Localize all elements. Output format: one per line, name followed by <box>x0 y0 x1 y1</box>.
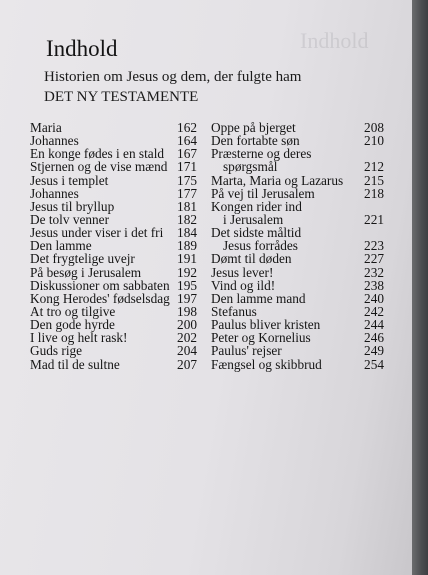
toc-entry <box>211 279 384 292</box>
toc-entry-page: 215 <box>364 172 384 188</box>
toc-entry-title: Stjernen og de vise mænd <box>30 159 168 175</box>
show-through-text: Indhold <box>300 28 369 53</box>
toc-entry <box>211 292 384 305</box>
toc-entry-page: 223 <box>364 238 384 254</box>
toc-entry-title: Mad til de sultne <box>30 356 120 372</box>
toc-entry-page: 197 <box>177 290 197 306</box>
toc-entry-page: 202 <box>177 330 197 346</box>
toc-entry-title: På besøg i Jerusalem <box>30 264 142 280</box>
toc-entry-title: Det sidste måltid <box>211 225 302 241</box>
toc-entry-title: i Jerusalem <box>223 211 284 227</box>
toc-entry-page: 167 <box>177 146 197 162</box>
toc-entry <box>211 344 384 357</box>
toc-entry <box>211 252 384 265</box>
toc-entry-page: 191 <box>177 251 197 267</box>
toc-entry <box>211 200 384 213</box>
toc-entry-title: Jesus til bryllup <box>30 198 115 214</box>
toc-entry-page: 242 <box>364 303 384 319</box>
toc-entry <box>30 292 197 305</box>
toc-entry-page: 177 <box>177 185 197 201</box>
toc-entry <box>211 266 384 279</box>
toc-entry-title: Den gode hyrde <box>30 317 115 333</box>
toc-entry-page: 192 <box>177 264 197 280</box>
toc-entry-title: Marta, Maria og Lazarus <box>211 172 344 188</box>
toc-entry <box>30 200 197 213</box>
toc-entry-title: Paulus' rejser <box>211 343 282 359</box>
toc-entry-page: 207 <box>177 356 197 372</box>
toc-entry-page: 162 <box>177 120 197 135</box>
subtitle-line-2: DET NY TESTAMENTE <box>44 89 199 105</box>
toc-entry-title: Peter og Kornelius <box>211 330 311 346</box>
toc-entry-page: 195 <box>177 277 197 293</box>
toc-left-column <box>30 121 197 371</box>
toc-entry-title: I live og helt rask! <box>30 330 128 346</box>
toc-entry-title: Guds rige <box>30 343 83 359</box>
toc-right-column <box>211 121 384 371</box>
toc-entry-page: 208 <box>364 120 384 135</box>
toc-entry-page: 240 <box>364 290 384 306</box>
toc-entry <box>211 174 384 187</box>
toc-entry-page: 164 <box>177 133 197 149</box>
toc-entry <box>30 266 197 279</box>
toc-entry-title: Den fortabte søn <box>211 133 300 149</box>
toc-entry-page: 210 <box>364 133 384 149</box>
toc-entry <box>30 358 197 371</box>
toc-entry-page: 254 <box>364 356 384 372</box>
toc-entry-page: 200 <box>177 317 197 333</box>
toc-entry-title: Dømt til døden <box>211 251 292 267</box>
toc-entry-title: spørgsmål <box>223 159 278 175</box>
toc-entry-title: Jesus under viser i det fri <box>30 225 164 241</box>
toc-entry <box>30 344 197 357</box>
toc-entry-title: En konge fødes i en stald <box>30 146 165 162</box>
toc-entry-title: Kong Herodes' fødselsdag <box>30 290 170 306</box>
toc-entry <box>211 160 384 173</box>
toc-entry-title: Johannes <box>30 133 79 149</box>
toc-entry-title: Jesus i templet <box>30 172 109 188</box>
toc-entry-page: 175 <box>177 172 197 188</box>
toc-entry-title: Vind og ild! <box>211 277 276 293</box>
toc-entry-title: Præsterne og deres <box>211 146 312 162</box>
toc-entry-page: 198 <box>177 303 197 319</box>
toc-entry-title: Det frygtelige uvejr <box>30 251 135 267</box>
toc-entry-title: Oppe på bjerget <box>211 120 296 135</box>
toc-entry <box>30 252 197 265</box>
toc-entry-title: Stefanus <box>211 303 257 319</box>
toc-entry <box>30 187 197 200</box>
toc-entry-title: De tolv venner <box>30 211 110 227</box>
toc-entry-page: 181 <box>177 198 197 214</box>
toc-entry-page: 182 <box>177 211 197 227</box>
toc-entry-page: 184 <box>177 225 197 241</box>
toc-entry-title: Paulus bliver kristen <box>211 317 321 333</box>
toc-entry-title: Jesus forrådes <box>223 238 298 254</box>
toc-entry-page: 204 <box>177 343 197 359</box>
toc-entry-page: 246 <box>364 330 384 346</box>
book-edge <box>412 0 428 575</box>
toc-entry-title: Diskussioner om sabbaten <box>30 277 170 293</box>
toc-entry-title: Den lamme mand <box>211 290 306 306</box>
section-subtitle <box>44 67 301 107</box>
subtitle-line-1: Historien om Jesus og dem, der fulgte ham <box>44 69 302 85</box>
toc-entry-page: 212 <box>364 159 384 175</box>
toc-entry-page: 227 <box>364 251 384 267</box>
toc-entry-title: Fængsel og skibbrud <box>211 356 322 372</box>
toc-entry-page: 218 <box>364 185 384 201</box>
toc-entry-page: 232 <box>364 264 384 280</box>
toc-entry-title: Johannes <box>30 185 79 201</box>
toc-entry <box>30 174 197 187</box>
toc-entry-page: 238 <box>364 277 384 293</box>
page-title: Indhold <box>46 36 118 61</box>
toc-entry-title: Den lamme <box>30 238 92 254</box>
toc-entry-title: At tro og tilgive <box>30 303 116 319</box>
toc-entry-page: 244 <box>364 317 384 333</box>
toc-entry-title: Maria <box>30 120 62 135</box>
toc-entry-page: 189 <box>177 238 197 254</box>
toc-entry <box>30 160 197 173</box>
toc-entry-page: 221 <box>364 211 384 227</box>
toc-entry-title: På vej til Jerusalem <box>211 185 315 201</box>
toc-entry <box>211 358 384 371</box>
toc-entry-page: 249 <box>364 343 384 359</box>
toc-entry-title: Jesus lever! <box>211 264 274 280</box>
toc-entry-page: 171 <box>177 159 197 175</box>
toc-entry <box>211 187 384 200</box>
toc-entry-title: Kongen rider ind <box>211 198 302 214</box>
toc-entry <box>30 279 197 292</box>
